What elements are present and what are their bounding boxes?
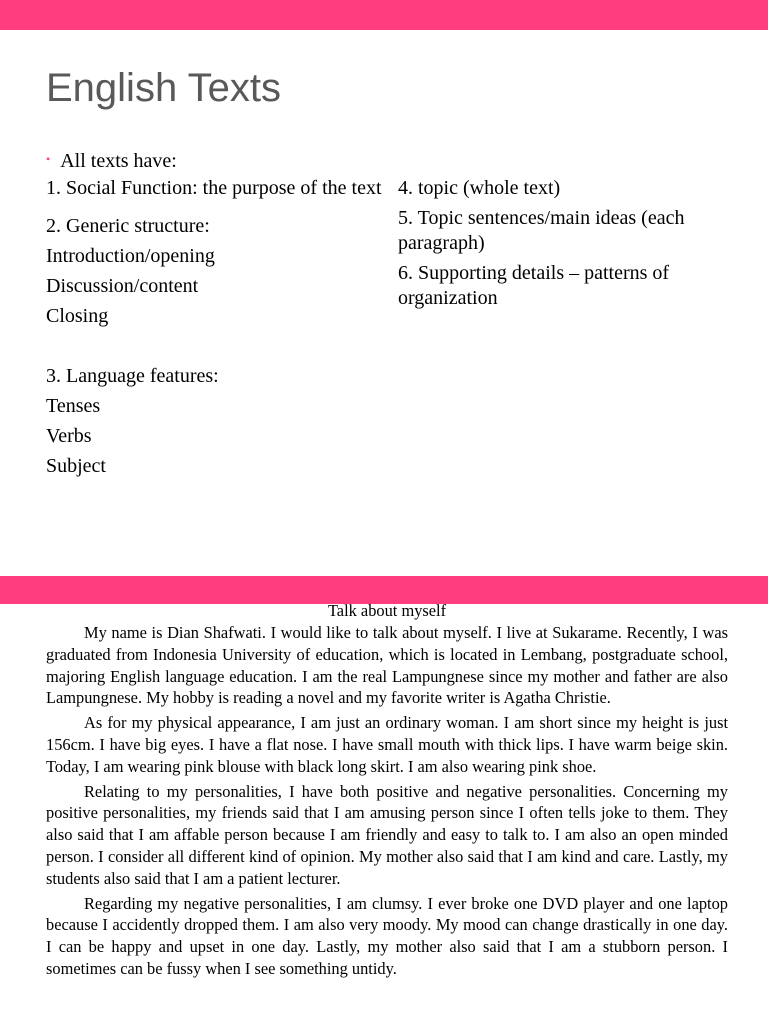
- list-item-topic: 4. topic (whole text): [398, 177, 561, 199]
- list-item-supporting-details: 6. Supporting details – patterns of organization: [398, 262, 670, 309]
- list-item-introduction: Introduction/opening: [46, 245, 215, 267]
- list-item-generic-structure: 2. Generic structure:: [46, 215, 210, 237]
- list-item-tenses: Tenses: [46, 395, 101, 417]
- bullet-text: All texts have:: [60, 150, 177, 172]
- right-column: [398, 176, 728, 311]
- left-column: [46, 176, 386, 481]
- spacer: [46, 201, 386, 211]
- list-item-language-features: 3. Language features:: [46, 365, 219, 387]
- list-item-verbs: Verbs: [46, 425, 92, 447]
- spacer: [46, 331, 386, 361]
- bullet-dot-icon: •: [46, 152, 51, 166]
- essay-paragraph: Regarding my negative personalities, I am clumsy. I ever broke one DVD player and one laptop because I accidently dropped them. I am also very moody. My mood can change drastically in one day. I can be happy and upset in one day. Lastly, my mother also said that I am a stubborn person. I sometimes can be fussy when I see something untidy.: [46, 893, 728, 978]
- list-item-topic-sentences: 5. Topic sentences/main ideas (each paragraph): [398, 207, 685, 254]
- top-accent-band: [0, 0, 768, 30]
- list-item-closing: Closing: [46, 305, 109, 327]
- list-item-discussion: Discussion/content: [46, 275, 199, 297]
- list-item-social-function: 1. Social Function: the purpose of the text: [46, 177, 382, 199]
- bullet-item: [46, 146, 177, 174]
- essay-title: Talk about myself: [327, 601, 447, 620]
- list-item-subject: Subject: [46, 455, 106, 477]
- essay-paragraph: My name is Dian Shafwati. I would like to talk about myself. I live at Sukarame. Recently, I was graduated from Indonesia University of education, which is located in Lembang, postgraduate school, majoring English language education. I am the real Lampungnese since my mother and father are also Lampungnese. My hobby is reading a novel and my favorite writer is Agatha Christie.: [46, 623, 728, 708]
- essay-paragraph: Relating to my personalities, I have both positive and negative personalities. Concerning my positive personalities, my friends said that I am amusing person since I often tells joke to them. They also said that I am affable person because I am friendly and easy to talk to. I am also an open minded person. I consider all different kind of opinion. My mother also said that I am kind and care. Lastly, my students also said that I am a patient lecturer.: [46, 781, 728, 888]
- slide-title: English Texts: [46, 66, 281, 110]
- essay: [46, 600, 728, 983]
- essay-paragraph: As for my physical appearance, I am just an ordinary woman. I am short since my height is just 156cm. I have big eyes. I have a flat nose. I have small mouth with thick lips. I have warm beige skin. Today, I am wearing pink blouse with black long skirt. I am also wearing pink shoe.: [46, 713, 728, 776]
